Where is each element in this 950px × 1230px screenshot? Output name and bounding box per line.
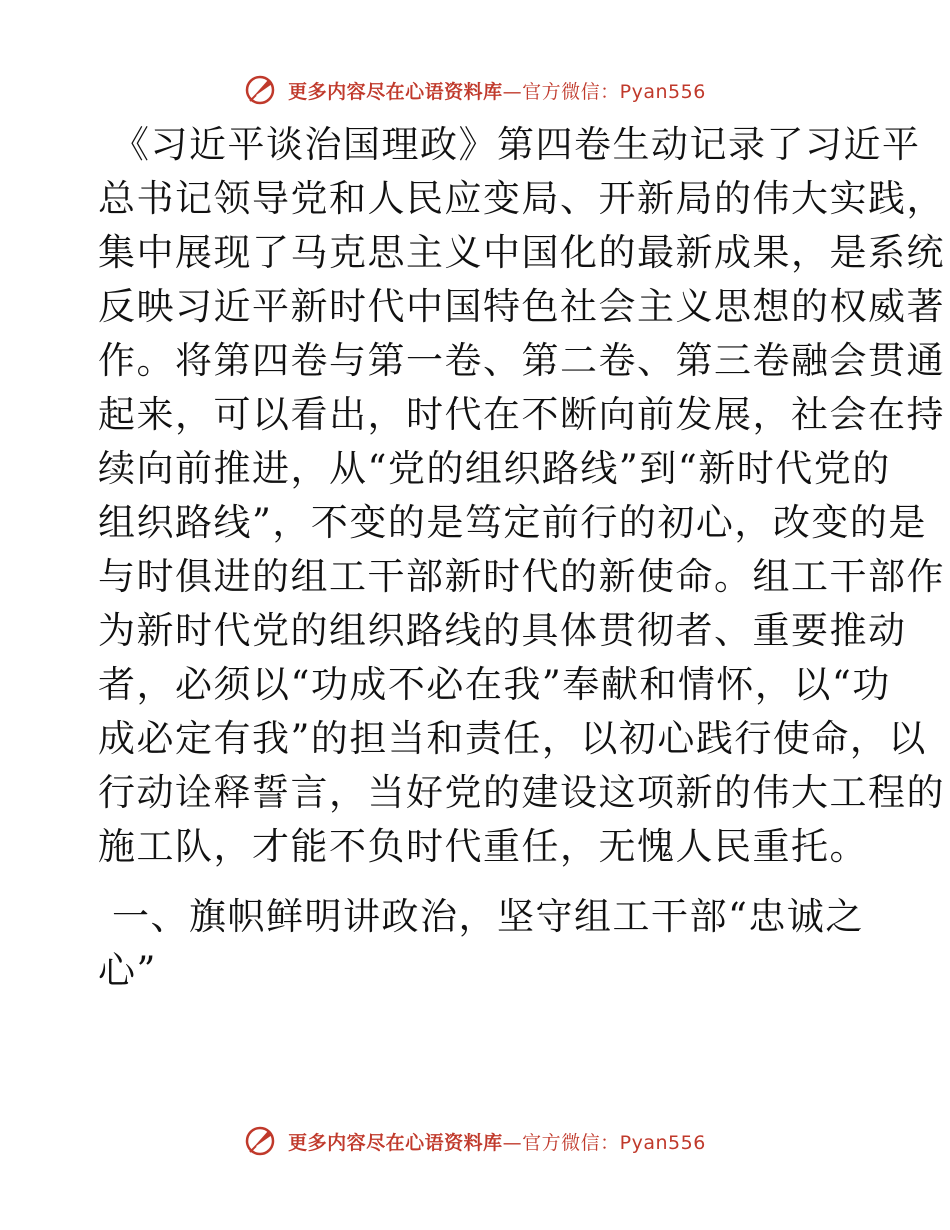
body-line: 起来，可以看出，时代在不断向前发展，社会在持	[98, 393, 945, 436]
body-line: 反映习近平新时代中国特色社会主义思想的权威著	[98, 285, 945, 328]
body-line: 组织路线”，不变的是笃定前行的初心，改变的是	[98, 501, 927, 544]
body-line: 与时俱进的组工干部新时代的新使命。组工干部作	[98, 555, 945, 598]
body-line: 行动诠释誓言，当好党的建设这项新的伟大工程的	[98, 771, 945, 814]
body-line: 成必定有我”的担当和责任，以初心践行使命，以	[98, 717, 927, 760]
header-site-text: 更多内容尽在心语资料库	[288, 80, 503, 103]
header-wechat-text: —官方微信：Pyan556	[502, 80, 706, 103]
body-line: 作。将第四卷与第一卷、第二卷、第三卷融会贯通	[98, 339, 945, 382]
section-heading	[98, 890, 864, 998]
heading-line: 心”	[98, 949, 157, 992]
footer-banner	[0, 1125, 950, 1157]
feather-pen-logo-icon	[244, 1125, 280, 1157]
header-banner	[0, 74, 950, 106]
footer-wechat-text: —官方微信：Pyan556	[502, 1131, 706, 1154]
body-line: 续向前推进，从“党的组织路线”到“新时代党的	[98, 447, 891, 490]
body-line: 《习近平谈治国理政》第四卷生动记录了习近平	[112, 123, 921, 166]
feather-pen-logo-icon	[244, 74, 280, 106]
body-line: 者，必须以“功成不必在我”奉献和情怀，以“功	[98, 663, 891, 706]
footer-site-text: 更多内容尽在心语资料库	[288, 1131, 503, 1154]
document-body	[98, 118, 945, 998]
body-line: 总书记领导党和人民应变局、开新局的伟大实践，	[98, 177, 945, 220]
body-line: 集中展现了马克思主义中国化的最新成果，是系统	[98, 231, 945, 274]
body-line: 为新时代党的组织路线的具体贯彻者、重要推动	[98, 609, 907, 652]
body-line: 施工队，才能不负时代重任，无愧人民重托。	[98, 825, 868, 868]
heading-line: 一、旗帜鲜明讲政治，坚守组工干部“忠诚之	[112, 895, 864, 938]
